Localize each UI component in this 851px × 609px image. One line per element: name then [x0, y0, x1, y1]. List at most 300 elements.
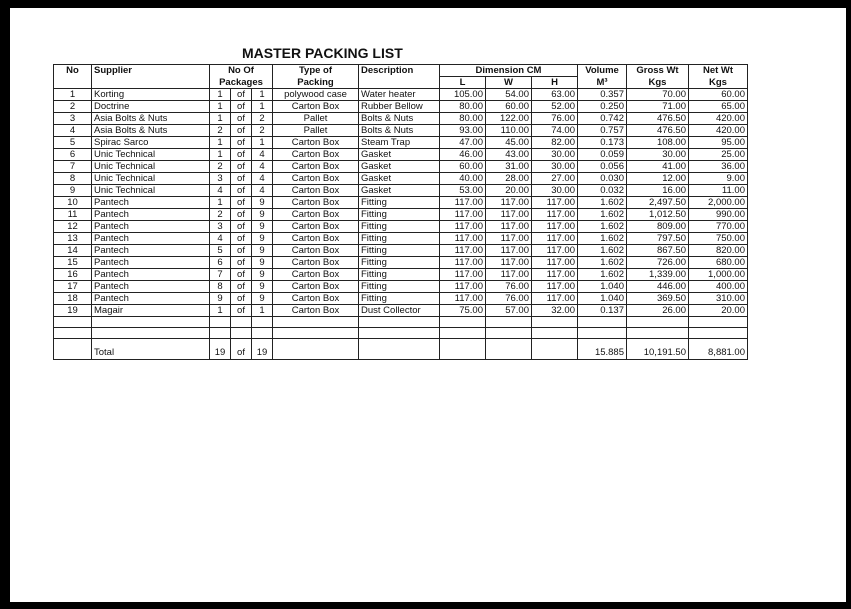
- total-packages: 19: [210, 339, 231, 360]
- cell-packing-type: Pallet: [273, 113, 359, 125]
- cell-height: 117.00: [532, 257, 578, 269]
- cell-no: 17: [54, 281, 92, 293]
- cell-of: of: [231, 197, 252, 209]
- cell-height: 82.00: [532, 137, 578, 149]
- cell-supplier: Unic Technical: [92, 185, 210, 197]
- cell-description: Fitting: [359, 293, 440, 305]
- cell-packing-type: Carton Box: [273, 233, 359, 245]
- header-gross-unit: Kgs: [627, 77, 689, 89]
- cell-package-number: 4: [210, 233, 231, 245]
- table-row: [54, 293, 748, 305]
- cell-description: Gasket: [359, 149, 440, 161]
- cell-packing-type: Carton Box: [273, 161, 359, 173]
- cell-packing-type: Carton Box: [273, 221, 359, 233]
- cell-of: of: [231, 281, 252, 293]
- cell-net-weight: 95.00: [689, 137, 748, 149]
- cell-packing-type: Carton Box: [273, 281, 359, 293]
- blank-cell: [359, 328, 440, 339]
- cell-gross-weight: 867.50: [627, 245, 689, 257]
- cell-supplier: Unic Technical: [92, 149, 210, 161]
- cell-description: Gasket: [359, 185, 440, 197]
- table-row: [54, 209, 748, 221]
- total-packing-cell: [273, 339, 359, 360]
- cell-package-number: 2: [210, 125, 231, 137]
- cell-width: 57.00: [486, 305, 532, 317]
- blank-cell: [231, 317, 252, 328]
- cell-package-total: 9: [252, 245, 273, 257]
- cell-no: 5: [54, 137, 92, 149]
- header-packing: Packing: [273, 77, 359, 89]
- cell-package-total: 9: [252, 221, 273, 233]
- cell-of: of: [231, 185, 252, 197]
- table-row: [54, 281, 748, 293]
- cell-supplier: Pantech: [92, 281, 210, 293]
- cell-no: 13: [54, 233, 92, 245]
- blank-cell: [532, 317, 578, 328]
- cell-packing-type: Carton Box: [273, 305, 359, 317]
- cell-width: 45.00: [486, 137, 532, 149]
- cell-packing-type: Carton Box: [273, 245, 359, 257]
- cell-volume: 0.757: [578, 125, 627, 137]
- cell-height: 74.00: [532, 125, 578, 137]
- cell-height: 32.00: [532, 305, 578, 317]
- blank-cell: [689, 317, 748, 328]
- cell-package-number: 1: [210, 197, 231, 209]
- total-no-cell: [54, 339, 92, 360]
- total-description-cell: [359, 339, 440, 360]
- cell-of: of: [231, 257, 252, 269]
- cell-length: 105.00: [440, 89, 486, 101]
- cell-of: of: [231, 149, 252, 161]
- cell-packing-type: Carton Box: [273, 101, 359, 113]
- table-row: [54, 161, 748, 173]
- cell-width: 117.00: [486, 233, 532, 245]
- cell-packing-type: Carton Box: [273, 173, 359, 185]
- cell-volume: 1.040: [578, 293, 627, 305]
- header-no-of: No Of: [210, 65, 273, 77]
- cell-package-number: 4: [210, 185, 231, 197]
- cell-width: 28.00: [486, 173, 532, 185]
- cell-description: Fitting: [359, 221, 440, 233]
- header-dimension: Dimension CM: [440, 65, 578, 77]
- cell-packing-type: Carton Box: [273, 293, 359, 305]
- cell-package-total: 9: [252, 269, 273, 281]
- cell-gross-weight: 16.00: [627, 185, 689, 197]
- cell-height: 30.00: [532, 149, 578, 161]
- cell-supplier: Pantech: [92, 209, 210, 221]
- cell-no: 8: [54, 173, 92, 185]
- blank-cell: [689, 328, 748, 339]
- cell-net-weight: 310.00: [689, 293, 748, 305]
- table-row: [54, 233, 748, 245]
- cell-supplier: Unic Technical: [92, 161, 210, 173]
- cell-gross-weight: 71.00: [627, 101, 689, 113]
- cell-length: 93.00: [440, 125, 486, 137]
- cell-net-weight: 2,000.00: [689, 197, 748, 209]
- cell-volume: 1.602: [578, 233, 627, 245]
- cell-no: 7: [54, 161, 92, 173]
- cell-no: 10: [54, 197, 92, 209]
- cell-supplier: Pantech: [92, 269, 210, 281]
- header-type-of: Type of: [273, 65, 359, 77]
- cell-package-total: 1: [252, 305, 273, 317]
- total-net-weight: 8,881.00: [689, 339, 748, 360]
- cell-net-weight: 420.00: [689, 125, 748, 137]
- cell-of: of: [231, 245, 252, 257]
- cell-packing-type: Carton Box: [273, 197, 359, 209]
- cell-net-weight: 770.00: [689, 221, 748, 233]
- header-net: Net Wt: [689, 65, 748, 77]
- cell-package-total: 9: [252, 209, 273, 221]
- cell-description: Fitting: [359, 197, 440, 209]
- cell-net-weight: 60.00: [689, 89, 748, 101]
- cell-gross-weight: 476.50: [627, 125, 689, 137]
- cell-package-total: 4: [252, 173, 273, 185]
- header-net-unit: Kgs: [689, 77, 748, 89]
- cell-height: 117.00: [532, 293, 578, 305]
- packing-list-table: [53, 64, 748, 360]
- cell-description: Gasket: [359, 161, 440, 173]
- cell-length: 117.00: [440, 209, 486, 221]
- cell-package-total: 2: [252, 125, 273, 137]
- cell-net-weight: 11.00: [689, 185, 748, 197]
- cell-of: of: [231, 269, 252, 281]
- cell-gross-weight: 446.00: [627, 281, 689, 293]
- total-package-count: 19: [252, 339, 273, 360]
- cell-width: 122.00: [486, 113, 532, 125]
- cell-volume: 1.040: [578, 281, 627, 293]
- cell-packing-type: Carton Box: [273, 257, 359, 269]
- table-row: [54, 269, 748, 281]
- cell-length: 80.00: [440, 113, 486, 125]
- cell-height: 63.00: [532, 89, 578, 101]
- cell-description: Fitting: [359, 257, 440, 269]
- header-gross: Gross Wt: [627, 65, 689, 77]
- cell-of: of: [231, 125, 252, 137]
- cell-volume: 1.602: [578, 257, 627, 269]
- cell-package-total: 4: [252, 161, 273, 173]
- cell-package-total: 9: [252, 293, 273, 305]
- cell-width: 117.00: [486, 197, 532, 209]
- cell-width: 117.00: [486, 257, 532, 269]
- cell-no: 14: [54, 245, 92, 257]
- cell-height: 117.00: [532, 281, 578, 293]
- cell-gross-weight: 41.00: [627, 161, 689, 173]
- cell-supplier: Pantech: [92, 293, 210, 305]
- cell-no: 2: [54, 101, 92, 113]
- cell-width: 117.00: [486, 269, 532, 281]
- table-footer: [54, 339, 748, 360]
- cell-length: 53.00: [440, 185, 486, 197]
- cell-gross-weight: 30.00: [627, 149, 689, 161]
- cell-height: 117.00: [532, 197, 578, 209]
- cell-width: 54.00: [486, 89, 532, 101]
- cell-net-weight: 820.00: [689, 245, 748, 257]
- cell-packing-type: Carton Box: [273, 209, 359, 221]
- table-row: [54, 185, 748, 197]
- cell-net-weight: 400.00: [689, 281, 748, 293]
- total-gross-weight: 10,191.50: [627, 339, 689, 360]
- cell-gross-weight: 476.50: [627, 113, 689, 125]
- cell-net-weight: 25.00: [689, 149, 748, 161]
- cell-gross-weight: 726.00: [627, 257, 689, 269]
- cell-description: Rubber Bellow: [359, 101, 440, 113]
- cell-length: 117.00: [440, 269, 486, 281]
- cell-gross-weight: 1,012.50: [627, 209, 689, 221]
- cell-description: Fitting: [359, 281, 440, 293]
- cell-packing-type: Carton Box: [273, 185, 359, 197]
- header-volume: Volume: [578, 65, 627, 77]
- cell-width: 117.00: [486, 245, 532, 257]
- table-row: [54, 173, 748, 185]
- cell-no: 16: [54, 269, 92, 281]
- total-label: Total: [92, 339, 210, 360]
- cell-gross-weight: 12.00: [627, 173, 689, 185]
- cell-length: 47.00: [440, 137, 486, 149]
- cell-of: of: [231, 101, 252, 113]
- cell-gross-weight: 369.50: [627, 293, 689, 305]
- cell-length: 80.00: [440, 101, 486, 113]
- cell-description: Fitting: [359, 209, 440, 221]
- header-volume-unit: M³: [578, 77, 627, 89]
- cell-length: 75.00: [440, 305, 486, 317]
- blank-cell: [231, 328, 252, 339]
- blank-cell: [54, 328, 92, 339]
- header-supplier: Supplier: [92, 65, 210, 89]
- cell-height: 76.00: [532, 113, 578, 125]
- cell-width: 43.00: [486, 149, 532, 161]
- blank-cell: [252, 328, 273, 339]
- cell-length: 117.00: [440, 221, 486, 233]
- cell-package-number: 9: [210, 293, 231, 305]
- cell-description: Dust Collector: [359, 305, 440, 317]
- cell-package-total: 9: [252, 233, 273, 245]
- cell-height: 117.00: [532, 269, 578, 281]
- table-row: [54, 197, 748, 209]
- cell-volume: 0.137: [578, 305, 627, 317]
- table-row: [54, 305, 748, 317]
- table-header: [54, 65, 748, 89]
- cell-volume: 1.602: [578, 269, 627, 281]
- header-length: L: [440, 77, 486, 89]
- blank-cell: [578, 317, 627, 328]
- cell-net-weight: 1,000.00: [689, 269, 748, 281]
- cell-package-total: 9: [252, 197, 273, 209]
- cell-supplier: Unic Technical: [92, 173, 210, 185]
- table-row: [54, 125, 748, 137]
- blank-cell: [273, 328, 359, 339]
- cell-width: 117.00: [486, 221, 532, 233]
- blank-cell: [54, 317, 92, 328]
- cell-packing-type: Pallet: [273, 125, 359, 137]
- cell-length: 117.00: [440, 233, 486, 245]
- cell-volume: 0.030: [578, 173, 627, 185]
- cell-supplier: Pantech: [92, 221, 210, 233]
- table-row: [54, 149, 748, 161]
- cell-no: 3: [54, 113, 92, 125]
- cell-no: 9: [54, 185, 92, 197]
- header-packages: Packages: [210, 77, 273, 89]
- blank-row: [54, 317, 748, 328]
- cell-no: 19: [54, 305, 92, 317]
- cell-supplier: Asia Bolts & Nuts: [92, 125, 210, 137]
- blank-cell: [627, 317, 689, 328]
- cell-width: 117.00: [486, 209, 532, 221]
- cell-package-number: 1: [210, 137, 231, 149]
- cell-width: 110.00: [486, 125, 532, 137]
- table-row: [54, 101, 748, 113]
- cell-height: 117.00: [532, 221, 578, 233]
- blank-row: [54, 328, 748, 339]
- cell-of: of: [231, 113, 252, 125]
- blank-cell: [252, 317, 273, 328]
- cell-net-weight: 9.00: [689, 173, 748, 185]
- blank-cell: [486, 328, 532, 339]
- cell-volume: 1.602: [578, 197, 627, 209]
- cell-packing-type: Carton Box: [273, 137, 359, 149]
- table-row: [54, 137, 748, 149]
- cell-package-number: 3: [210, 173, 231, 185]
- cell-of: of: [231, 161, 252, 173]
- cell-of: of: [231, 221, 252, 233]
- header-no: No: [54, 65, 92, 89]
- cell-package-total: 9: [252, 281, 273, 293]
- cell-height: 117.00: [532, 233, 578, 245]
- cell-package-number: 3: [210, 221, 231, 233]
- cell-width: 76.00: [486, 281, 532, 293]
- cell-package-number: 6: [210, 257, 231, 269]
- cell-description: Water heater: [359, 89, 440, 101]
- cell-package-number: 1: [210, 113, 231, 125]
- cell-package-total: 1: [252, 89, 273, 101]
- cell-volume: 0.742: [578, 113, 627, 125]
- cell-supplier: Pantech: [92, 245, 210, 257]
- table-row: [54, 113, 748, 125]
- cell-no: 4: [54, 125, 92, 137]
- blank-cell: [627, 328, 689, 339]
- cell-no: 18: [54, 293, 92, 305]
- total-height-cell: [532, 339, 578, 360]
- cell-volume: 1.602: [578, 245, 627, 257]
- cell-height: 117.00: [532, 245, 578, 257]
- cell-length: 117.00: [440, 197, 486, 209]
- cell-gross-weight: 2,497.50: [627, 197, 689, 209]
- cell-width: 76.00: [486, 293, 532, 305]
- cell-description: Bolts & Nuts: [359, 113, 440, 125]
- cell-length: 46.00: [440, 149, 486, 161]
- total-of: of: [231, 339, 252, 360]
- cell-volume: 0.357: [578, 89, 627, 101]
- cell-no: 6: [54, 149, 92, 161]
- cell-height: 30.00: [532, 185, 578, 197]
- cell-no: 11: [54, 209, 92, 221]
- cell-description: Steam Trap: [359, 137, 440, 149]
- table-row: [54, 245, 748, 257]
- table-row: [54, 221, 748, 233]
- cell-description: Fitting: [359, 269, 440, 281]
- header-width: W: [486, 77, 532, 89]
- blank-cell: [210, 317, 231, 328]
- cell-net-weight: 36.00: [689, 161, 748, 173]
- cell-package-total: 2: [252, 113, 273, 125]
- cell-no: 1: [54, 89, 92, 101]
- cell-description: Gasket: [359, 173, 440, 185]
- cell-package-number: 2: [210, 161, 231, 173]
- blank-cell: [440, 317, 486, 328]
- cell-net-weight: 65.00: [689, 101, 748, 113]
- header-height: H: [532, 77, 578, 89]
- table-row: [54, 89, 748, 101]
- table-body: [54, 89, 748, 317]
- table-row: [54, 257, 748, 269]
- total-row: [54, 339, 748, 360]
- cell-description: Fitting: [359, 233, 440, 245]
- cell-volume: 1.602: [578, 221, 627, 233]
- blank-cell: [486, 317, 532, 328]
- cell-height: 27.00: [532, 173, 578, 185]
- cell-package-total: 4: [252, 185, 273, 197]
- cell-of: of: [231, 209, 252, 221]
- cell-supplier: Korting: [92, 89, 210, 101]
- cell-package-total: 1: [252, 137, 273, 149]
- cell-width: 60.00: [486, 101, 532, 113]
- cell-package-number: 2: [210, 209, 231, 221]
- cell-height: 52.00: [532, 101, 578, 113]
- cell-length: 117.00: [440, 281, 486, 293]
- blank-cell: [210, 328, 231, 339]
- cell-supplier: Magair: [92, 305, 210, 317]
- cell-length: 117.00: [440, 257, 486, 269]
- blank-cell: [440, 328, 486, 339]
- blank-cell: [92, 328, 210, 339]
- cell-package-number: 1: [210, 101, 231, 113]
- cell-supplier: Pantech: [92, 233, 210, 245]
- cell-package-number: 8: [210, 281, 231, 293]
- cell-package-number: 1: [210, 149, 231, 161]
- cell-packing-type: Carton Box: [273, 149, 359, 161]
- cell-volume: 0.250: [578, 101, 627, 113]
- cell-gross-weight: 70.00: [627, 89, 689, 101]
- cell-of: of: [231, 233, 252, 245]
- cell-volume: 0.059: [578, 149, 627, 161]
- cell-package-number: 1: [210, 89, 231, 101]
- cell-gross-weight: 1,339.00: [627, 269, 689, 281]
- cell-gross-weight: 108.00: [627, 137, 689, 149]
- cell-volume: 0.056: [578, 161, 627, 173]
- cell-length: 60.00: [440, 161, 486, 173]
- cell-supplier: Doctrine: [92, 101, 210, 113]
- blank-rows: [54, 317, 748, 339]
- cell-volume: 0.032: [578, 185, 627, 197]
- cell-of: of: [231, 293, 252, 305]
- cell-description: Bolts & Nuts: [359, 125, 440, 137]
- cell-height: 30.00: [532, 161, 578, 173]
- cell-supplier: Spirac Sarco: [92, 137, 210, 149]
- cell-packing-type: Carton Box: [273, 269, 359, 281]
- cell-net-weight: 750.00: [689, 233, 748, 245]
- cell-length: 40.00: [440, 173, 486, 185]
- cell-supplier: Asia Bolts & Nuts: [92, 113, 210, 125]
- cell-gross-weight: 797.50: [627, 233, 689, 245]
- cell-width: 20.00: [486, 185, 532, 197]
- cell-no: 12: [54, 221, 92, 233]
- cell-package-total: 4: [252, 149, 273, 161]
- cell-width: 31.00: [486, 161, 532, 173]
- cell-height: 117.00: [532, 209, 578, 221]
- cell-length: 117.00: [440, 245, 486, 257]
- cell-net-weight: 420.00: [689, 113, 748, 125]
- cell-description: Fitting: [359, 245, 440, 257]
